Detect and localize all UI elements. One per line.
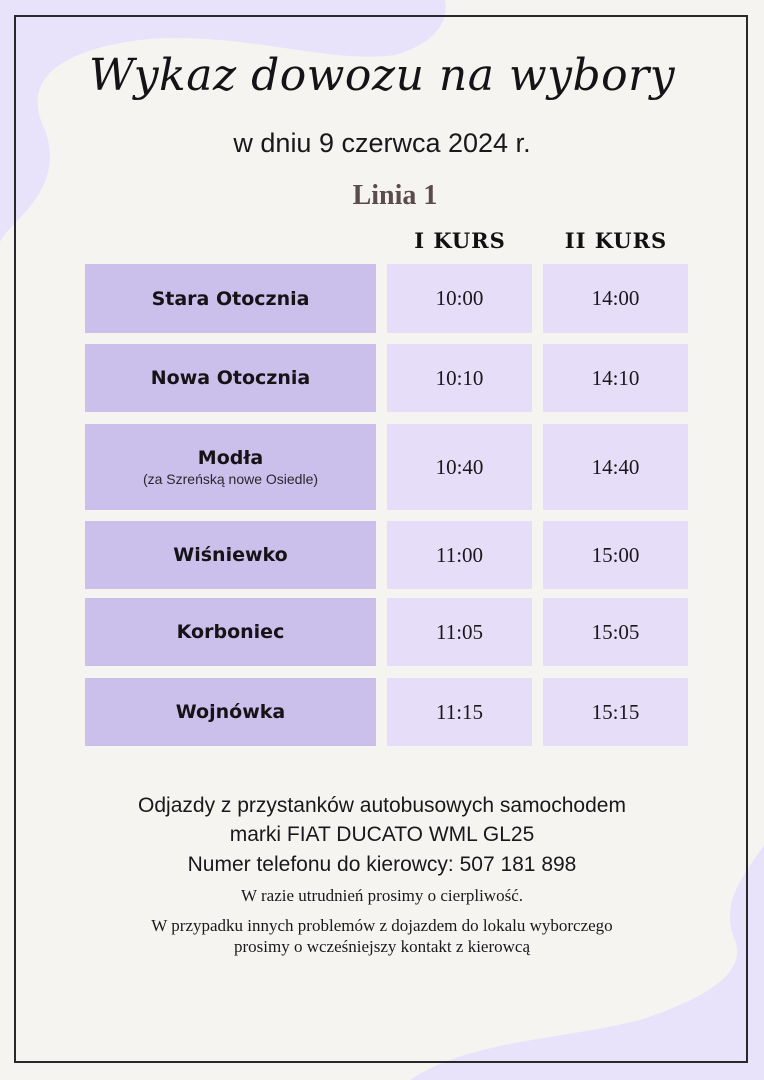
course-1-time: 10:10 (387, 344, 532, 412)
page-title: Wykaz dowozu na wybory (88, 50, 676, 101)
stop-name: Wojnówka (175, 701, 286, 723)
footer-contact-note-line2: prosimy o wcześniejszy kontakt z kierowcą (234, 937, 530, 956)
page-subtitle: w dniu 9 czerwca 2024 r. (233, 128, 531, 158)
stop-cell (85, 424, 376, 510)
course-2-time: 15:05 (543, 598, 688, 666)
footer-departure-info: Odjazdy z przystanków autobusowych samochodem (138, 794, 626, 817)
stop-cell (85, 264, 376, 333)
table-row (0, 424, 764, 510)
stop-cell (85, 678, 376, 746)
table-row (0, 678, 764, 746)
course-1-time: 11:15 (387, 678, 532, 746)
table-row (0, 344, 764, 412)
stop-name: Stara Otocznia (151, 287, 310, 310)
stop-name: Korboniec (176, 621, 285, 643)
stop-name: Nowa Otocznia (150, 367, 311, 389)
course-2-time: 14:00 (543, 264, 688, 333)
column-header-course-1: I KURS (414, 228, 506, 253)
course-2-time: 15:15 (543, 678, 688, 746)
course-2-time: 14:10 (543, 344, 688, 412)
course-1-time: 11:00 (387, 521, 532, 589)
stop-cell (85, 344, 376, 412)
stop-cell (85, 598, 376, 666)
stop-name: Wiśniewko (173, 544, 288, 566)
table-row (0, 521, 764, 589)
course-2-time: 14:40 (543, 424, 688, 510)
footer-patience-note: W razie utrudnień prosimy o cierpliwość. (241, 886, 523, 905)
footer-vehicle-info: marki FIAT DUCATO WML GL25 (229, 823, 535, 846)
table-row (0, 598, 764, 666)
course-1-time: 11:05 (387, 598, 532, 666)
course-2-time: 15:00 (543, 521, 688, 589)
stop-note: (za Szreńską nowe Osiedle) (142, 471, 319, 487)
footer-driver-phone: Numer telefonu do kierowcy: 507 181 898 (187, 853, 577, 876)
stop-cell (85, 521, 376, 589)
course-1-time: 10:40 (387, 424, 532, 510)
line-name: Linia 1 (352, 180, 438, 211)
footer-contact-note-line1: W przypadku innych problemów z dojazdem do lokalu wyborczego (151, 916, 613, 935)
table-row (0, 264, 764, 333)
stop-name: Modła (197, 447, 264, 469)
column-header-course-2: II KURS (564, 228, 668, 253)
course-1-time: 10:00 (387, 264, 532, 333)
